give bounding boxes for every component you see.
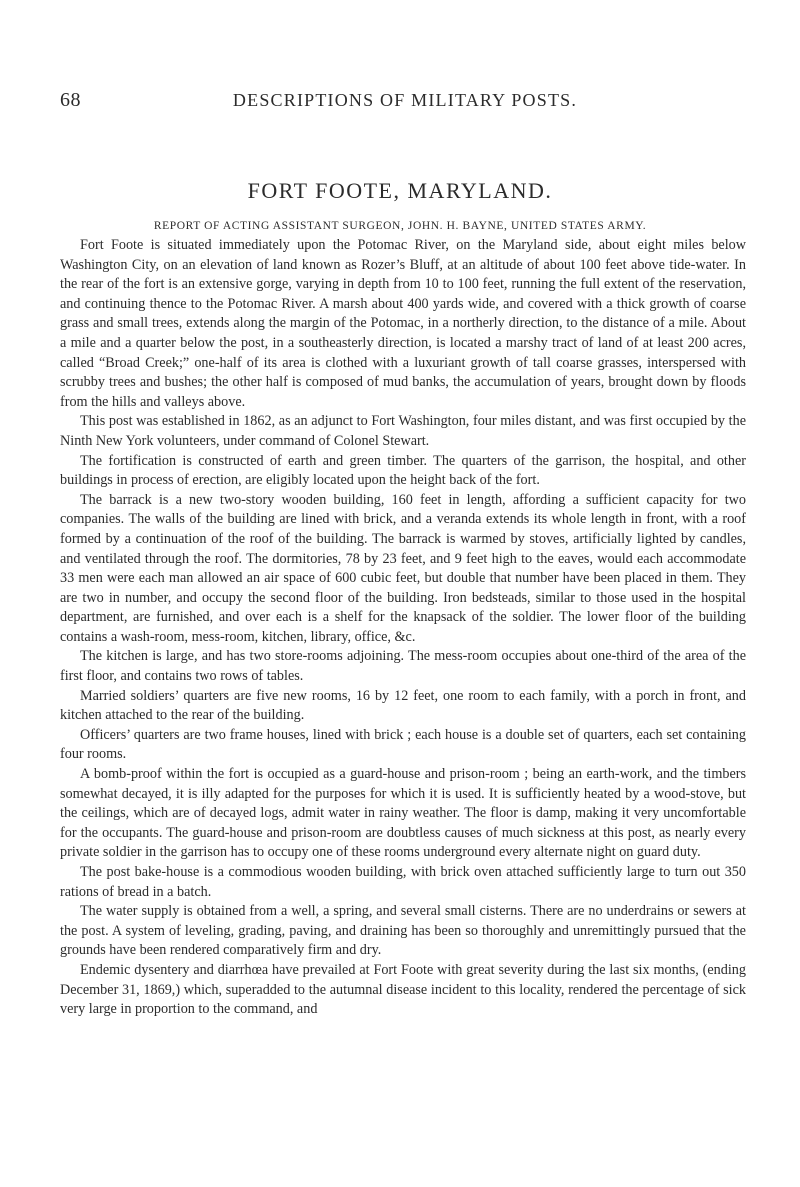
paragraph: The post bake-house is a commodious wooden building, with brick oven attached sufficiently large to turn out 350 rations of bread in a batch. [60, 864, 746, 900]
running-head [60, 88, 750, 112]
paragraph: The water supply is obtained from a well, a spring, and several small cisterns. There are no underdrains or sewers at the post. A system of leveling, grading, paving, and draining has been so thoroughly and unremittingly pursued that the grounds have been rendered comparatively firm and dry. [60, 903, 746, 959]
body-text [60, 236, 746, 1020]
report-byline: REPORT OF ACTING ASSISTANT SURGEON, JOHN. H. BAYNE, UNITED STATES ARMY. [153, 220, 647, 232]
paragraph: Endemic dysentery and diarrhœa have prevailed at Fort Foote with great severity during the last six months, (ending December 31, 1869,) which, superadded to the autumnal disease incident to this locality, rendered the percentage of sick very large in proportion to the command, and [60, 961, 746, 1018]
article-title: FORT FOOTE, MARYLAND. [247, 178, 553, 203]
paragraph: This post was established in 1862, as an adjunct to Fort Washington, four miles distant, and was first occupied by the Ninth New York volunteers, under command of Colonel Stewart. [60, 413, 746, 449]
paragraph: Married soldiers’ quarters are five new rooms, 16 by 12 feet, one room to each family, with a porch in front, and kitchen attached to the rear of the building. [60, 687, 746, 724]
paragraph: The kitchen is large, and has two store-rooms adjoining. The mess-room occupies about one-third of the area of the first floor, and contains two rows of tables. [60, 648, 746, 685]
page-number: 68 [60, 89, 81, 111]
paragraph: A bomb-proof within the fort is occupied as a guard-house and prison-room ; being an earth-work, and the timbers somewhat decayed, it is illy adapted for the purposes for which it is used. It is sufficiently heated by a wood-stove, but the ceilings, which are of decayed logs, admit water in rainy weather. The floor is damp, making it very uncomfortable for the occupants. The guard-house and prison-room are doubtless causes of much sickness at this post, as nearly every private soldier in the garrison has to occupy one of these rooms underground every alternate night on guard duty. [60, 766, 746, 861]
running-title: DESCRIPTIONS OF MILITARY POSTS. [232, 90, 578, 110]
paragraph: Fort Foote is situated immediately upon the Potomac River, on the Maryland side, about eight miles below Washington City, on an elevation of land known as Rozer’s Bluff, at an altitude of about 100 feet above tide-water. In the rear of the fort is an extensive gorge, varying in depth from 10 to 100 feet, running the full extent of the reservation, and continuing thence to the Potomac River. A marsh about 400 yards wide, and covered with a thick growth of coarse grass and small trees, extends along the margin of the Potomac, in a northerly direction, to the distance of a mile. About a mile and a quarter below the post, in a southeasterly direction, is located a marshy tract of land of at least 200 acres, called “Broad Creek;” one-half of its area is clothed with a luxuriant growth of tall coarse grasses, interspersed with scrubby trees and bushes; the other half is composed of mud banks, the accumulation of years, brought down by floods from the hills and valleys above. [60, 237, 746, 410]
paragraph: The barrack is a new two-story wooden building, 160 feet in length, affording a sufficient capacity for two companies. The walls of the building are lined with brick, and a veranda extends its whole length in front, with a roof formed by a continuation of the roof of the building. The barrack is warmed by stoves, artificially lighted by candles, and ventilated through the roof. The dormitories, 78 by 23 feet, and 9 feet high to the eaves, would each accommodate 33 men were each man allowed an air space of 600 cubic feet, but double that number have been placed in them. They are two in number, and occupy the second floor of the building. Iron bedsteads, similar to those used in the hospital department, are furnished, and over each is a shelf for the knapsack of the soldier. The lower floor of the building contains a wash-room, mess-room, kitchen, library, office, &c. [60, 491, 746, 645]
paragraph: The fortification is constructed of earth and green timber. The quarters of the garrison, the hospital, and other buildings in process of erection, are eligibly located upon the height back of the fort. [60, 452, 746, 489]
paragraph: Officers’ quarters are two frame houses, lined with brick ; each house is a double set of quarters, each set containing four rooms. [60, 726, 746, 763]
